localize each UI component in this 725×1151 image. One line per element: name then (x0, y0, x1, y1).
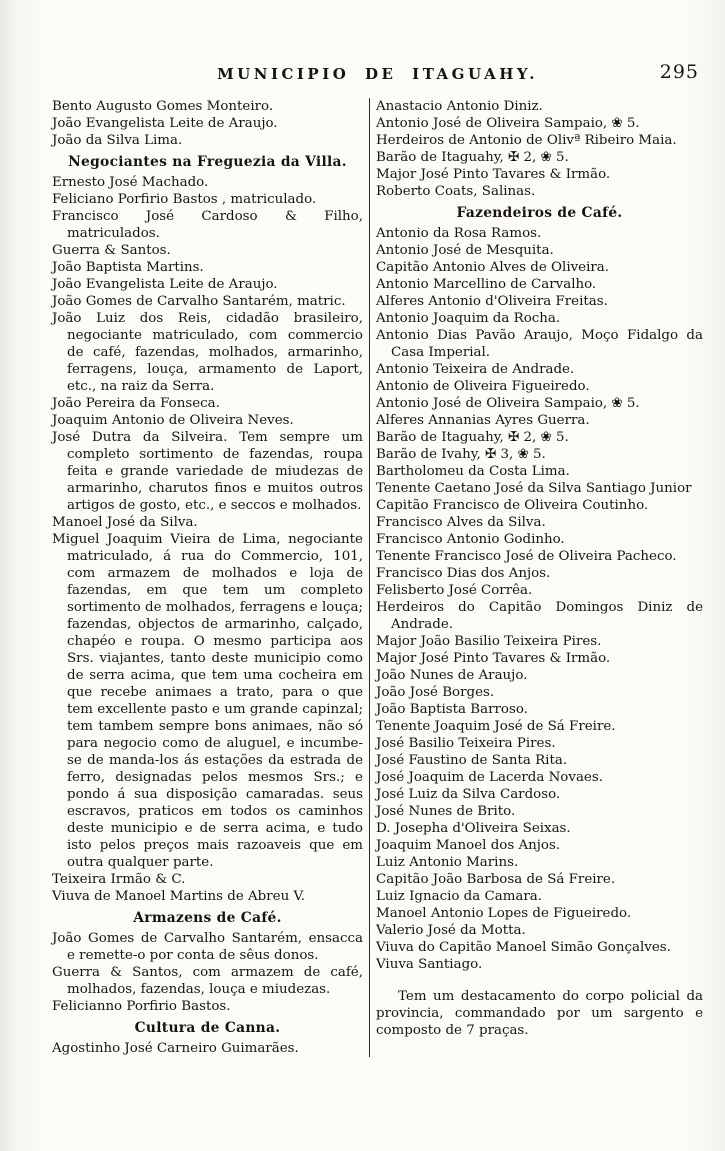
directory-entry: Bartholomeu da Costa Lima. (376, 464, 570, 479)
directory-entry: Antonio Joaquim da Rocha. (376, 311, 561, 326)
directory-entry: Capitão João Barbosa de Sá Freire. (376, 872, 616, 887)
directory-entry: João José Borges. (376, 685, 495, 700)
directory-entry: Viuva de Manoel Martins de Abreu V. (52, 889, 306, 904)
directory-entry: Alferes Antonio d'Oliveira Freitas. (376, 294, 608, 309)
directory-entry: Tenente Joaquim José de Sá Freire. (376, 719, 616, 734)
page-header (52, 61, 703, 90)
directory-entry: Francisco Dias dos Anjos. (376, 566, 551, 581)
directory-entry: Felicianno Porfirio Bastos. (52, 999, 231, 1014)
directory-entry: Barão de Itaguahy, ✠ 2, ❀ 5. (376, 150, 569, 165)
directory-entry: Herdeiros de Antonio de Olivª Ribeiro Maia. (376, 133, 677, 148)
directory-entry: Joaquim Antonio de Oliveira Neves. (52, 413, 294, 428)
directory-entry: Felisberto José Corrêa. (376, 583, 533, 598)
directory-entry: Barão de Itaguahy, ✠ 2, ❀ 5. (376, 430, 569, 445)
section-heading: Armazens de Café. (133, 910, 282, 926)
directory-entry: Major João Basilio Teixeira Pires. (376, 634, 602, 649)
directory-entry: Joaquim Manoel dos Anjos. (376, 838, 561, 853)
directory-entry: Antonio Dias Pavão Araujo, Moço Fidalgo da Casa Imperial. (376, 328, 703, 360)
two-column-layout (52, 98, 703, 1057)
directory-entry: Tenente Caetano José da Silva Santiago Junior (376, 481, 692, 496)
directory-entry: João Gomes de Carvalho Santarém, ensacca e remette-o por conta de sêus donos. (52, 931, 363, 963)
directory-entry: Luiz Antonio Marins. (376, 855, 519, 870)
directory-entry: João Gomes de Carvalho Santarém, matric. (52, 294, 346, 309)
directory-entry: João Baptista Barroso. (376, 702, 528, 717)
directory-entry: Luiz Ignacio da Camara. (376, 889, 543, 904)
directory-entry: José Luiz da Silva Cardoso. (376, 787, 561, 802)
directory-entry: Barão de Ivahy, ✠ 3, ❀ 5. (376, 447, 546, 462)
page-number: 295 (659, 61, 699, 83)
directory-entry: João Evangelista Leite de Araujo. (52, 277, 278, 292)
directory-entry: João Pereira da Fonseca. (52, 396, 220, 411)
directory-entry: João Nunes de Araujo. (376, 668, 528, 683)
directory-entry: José Basilio Teixeira Pires. (376, 736, 556, 751)
directory-entry: Roberto Coats, Salinas. (376, 184, 536, 199)
section-heading: Negociantes na Freguezia da Villa. (68, 154, 347, 170)
directory-entry: Major José Pinto Tavares & Irmão. (376, 167, 611, 182)
directory-entry: Tenente Francisco José de Oliveira Pacheco. (376, 549, 677, 564)
directory-entry: Alferes Annanias Ayres Guerra. (376, 413, 590, 428)
directory-entry: Teixeira Irmão & C. (52, 872, 186, 887)
directory-entry: Antonio Marcellino de Carvalho. (376, 277, 597, 292)
directory-entry: Anastacio Antonio Diniz. (376, 99, 543, 114)
directory-entry: Manoel Antonio Lopes de Figueiredo. (376, 906, 632, 921)
directory-entry: Francisco José Cardoso & Filho, matriculados. (52, 209, 363, 241)
directory-entry: José Dutra da Silveira. Tem sempre um completo sortimento de fazendas, roupa feita e grande variedade de miudezas de armarinho, charutos finos e muitos outros artigos de gosto, etc., e seccos e molhados. (52, 430, 363, 513)
closing-paragraph: Tem um destacamento do corpo policial da provincia, commandado por um sargento e composto de 7 praças. (376, 989, 703, 1038)
directory-entry: D. Josepha d'Oliveira Seixas. (376, 821, 571, 836)
directory-entry: José Joaquim de Lacerda Novaes. (376, 770, 603, 785)
directory-entry: Herdeiros do Capitão Domingos Diniz de Andrade. (376, 600, 703, 632)
section-heading: Fazendeiros de Café. (456, 205, 623, 221)
directory-entry: Antonio José de Oliveira Sampaio, ❀ 5. (376, 396, 640, 411)
directory-entry: Feliciano Porfirio Bastos , matriculado. (52, 192, 317, 207)
directory-entry: Guerra & Santos. (52, 243, 171, 258)
directory-entry: João Baptista Martins. (52, 260, 204, 275)
directory-entry: Agostinho José Carneiro Guimarães. (52, 1041, 299, 1056)
right-column (370, 98, 703, 1057)
directory-entry: Viuva do Capitão Manoel Simão Gonçalves. (376, 940, 671, 955)
directory-entry: Francisco Alves da Silva. (376, 515, 546, 530)
page-header-title: MUNICIPIO DE ITAGUAHY. (217, 65, 538, 83)
directory-entry: Miguel Joaquim Vieira de Lima, negociante matriculado, á rua do Commercio, 101, com armazem de molhados e loja de fazendas, em que tem um completo sortimento de molhados, ferragens e louça; fazendas, objectos de armarinho, calçado, chapéo e roupa. O mesmo participa aos Srs. viajantes, tanto deste municipio como de serra acima, que tem uma cocheira em que recebe animaes a trato, para o que tem excellente pasto e um grande capinzal; tem tambem sempre bons animaes, não só para negocio como de aluguel, e incumbe-se de manda-los ás estações da estrada de ferro, designadas pelos mesmos Srs.; e pondo á sua disposição camaradas. seus escravos, praticos em todos os caminhos deste municipio e de serra acima, e tudo isto pelos preços mais razoaveis que em outra qualquer parte. (52, 532, 363, 870)
directory-entry: João Luiz dos Reis, cidadão brasileiro, negociante matriculado, com commercio de café, fazendas, molhados, armarinho, ferragens, louça, armamento de Laport, etc., na raiz da Serra. (52, 311, 363, 394)
directory-entry: Ernesto José Machado. (52, 175, 209, 190)
directory-entry: Antonio da Rosa Ramos. (376, 226, 542, 241)
directory-entry: João da Silva Lima. (52, 133, 183, 148)
directory-entry: Viuva Santiago. (376, 957, 483, 972)
directory-entry: Major José Pinto Tavares & Irmão. (376, 651, 611, 666)
directory-entry: Antonio de Oliveira Figueiredo. (376, 379, 590, 394)
directory-entry: Antonio Teixeira de Andrade. (376, 362, 575, 377)
directory-entry: João Evangelista Leite de Araujo. (52, 116, 278, 131)
section-heading: Cultura de Canna. (134, 1020, 281, 1036)
directory-entry: Antonio José de Mesquita. (376, 243, 554, 258)
directory-entry: Francisco Antonio Godinho. (376, 532, 565, 547)
directory-entry: Guerra & Santos, com armazem de café, molhados, fazendas, louça e miudezas. (52, 965, 363, 997)
directory-entry: Manoel José da Silva. (52, 515, 198, 530)
directory-entry: Antonio José de Oliveira Sampaio, ❀ 5. (376, 116, 640, 131)
directory-entry: Capitão Francisco de Oliveira Coutinho. (376, 498, 649, 513)
directory-entry: Valerio José da Motta. (376, 923, 526, 938)
directory-entry: Bento Augusto Gomes Monteiro. (52, 99, 274, 114)
directory-entry: Capitão Antonio Alves de Oliveira. (376, 260, 610, 275)
directory-entry: José Faustino de Santa Rita. (376, 753, 568, 768)
left-column (52, 98, 369, 1057)
directory-entry: José Nunes de Brito. (376, 804, 516, 819)
